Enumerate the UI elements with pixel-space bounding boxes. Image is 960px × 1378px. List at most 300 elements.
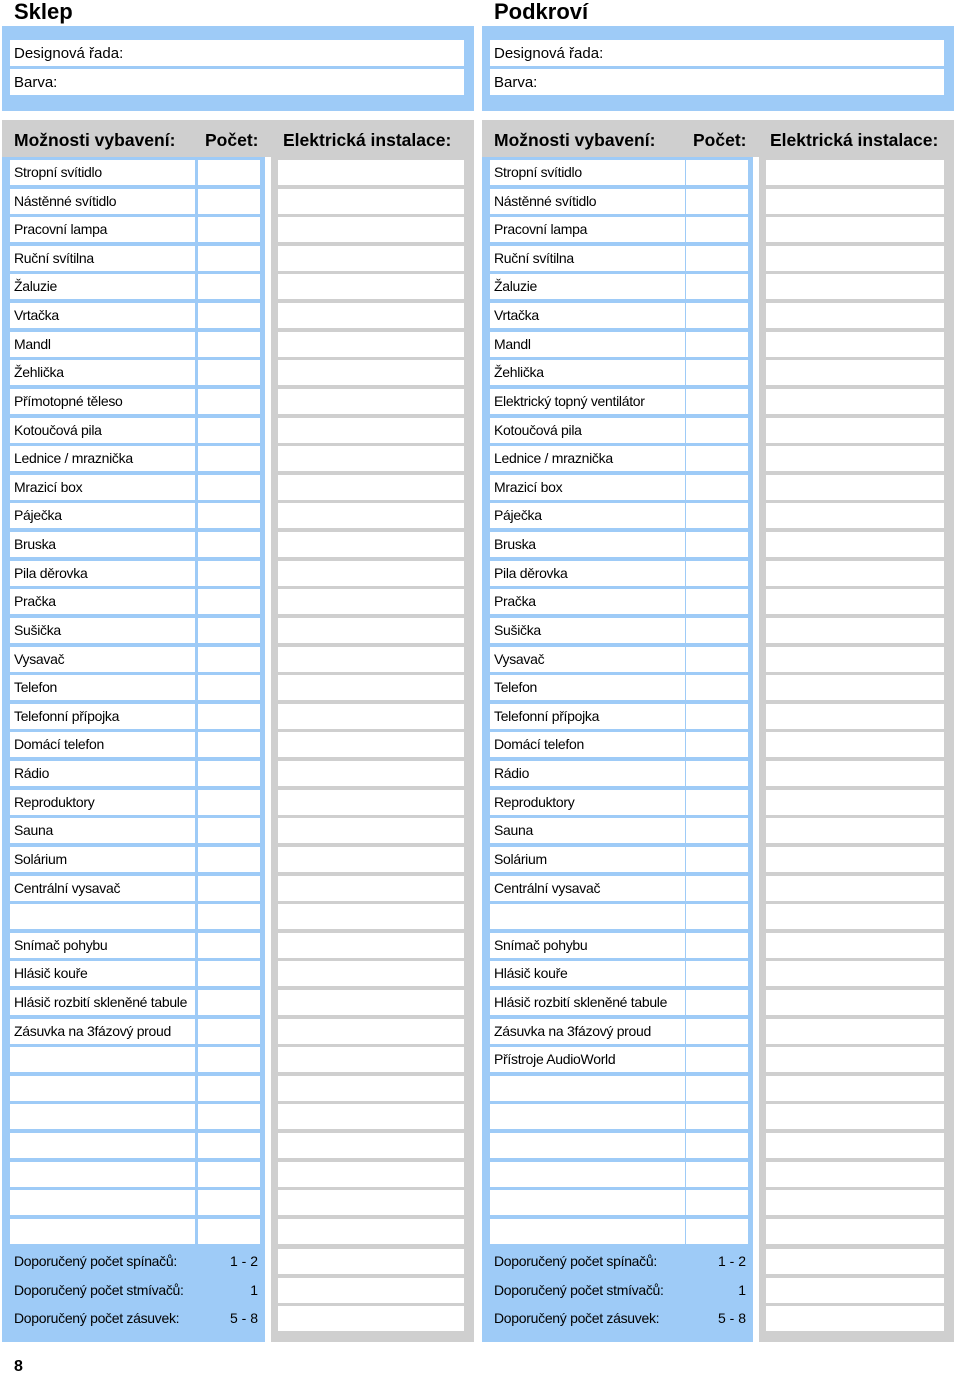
count-input[interactable] [198,990,260,1015]
recommendation-label: Doporučený počet stmívačů: [14,1282,184,1298]
equipment-item-label: Nástěnné svítidlo [494,193,597,209]
electrical-input[interactable] [278,1104,464,1129]
equipment-item-cell [490,360,685,385]
equipment-item-cell [490,389,685,414]
electrical-input[interactable] [278,1190,464,1215]
electrical-input[interactable] [278,704,464,729]
electrical-input[interactable] [766,503,944,528]
equipment-item-label: Lednice / mraznička [494,450,613,466]
recommendation-value: 1 [250,1282,258,1298]
electrical-input[interactable] [278,761,464,786]
equipment-item-cell [10,561,195,586]
electrical-input[interactable] [278,246,464,271]
equipment-item-label: Sauna [14,822,53,838]
equipment-item-label: Bruska [14,536,56,552]
equipment-item-cell [490,1219,685,1244]
equipment-item-cell [10,1019,195,1044]
electrical-input[interactable] [766,818,944,843]
equipment-item-label: Pracovní lampa [14,221,108,237]
electrical-input[interactable] [766,790,944,815]
electrical-input[interactable] [766,475,944,500]
panel-title: Podkroví [494,0,589,24]
count-input[interactable] [198,418,260,443]
count-input[interactable] [198,360,260,385]
equipment-item-cell [10,904,195,929]
electrical-input[interactable] [766,1133,944,1158]
page-number: 8 [14,1358,23,1375]
electrical-input[interactable] [766,704,944,729]
count-input[interactable] [198,561,260,586]
electrical-input[interactable] [278,904,464,929]
equipment-item-label: Bruska [494,536,536,552]
count-input[interactable] [198,246,260,271]
equipment-item-label: Pila děrovka [494,565,568,581]
count-input[interactable] [686,418,748,443]
count-input[interactable] [198,446,260,471]
electrical-input[interactable] [766,360,944,385]
electrical-input[interactable] [766,1047,944,1072]
electrical-input[interactable] [278,933,464,958]
equipment-item-cell [10,246,195,271]
count-input[interactable] [198,647,260,672]
count-input[interactable] [198,1133,260,1158]
equipment-item-label: Snímač pohybu [14,937,108,953]
recommendation-label: Doporučený počet zásuvek: [494,1310,660,1326]
count-input[interactable] [686,675,748,700]
count-input[interactable] [198,303,260,328]
electrical-input[interactable] [278,389,464,414]
electrical-input[interactable] [278,217,464,242]
count-input[interactable] [686,446,748,471]
equipment-item-cell [490,1190,685,1215]
count-input[interactable] [686,332,748,357]
equipment-item-cell [10,618,195,643]
count-input[interactable] [686,1076,748,1101]
electrical-input[interactable] [766,160,944,185]
count-input[interactable] [198,189,260,214]
electrical-input[interactable] [766,332,944,357]
count-input[interactable] [686,732,748,757]
count-input[interactable] [686,189,748,214]
count-input[interactable] [686,532,748,557]
equipment-item-cell [10,876,195,901]
count-input[interactable] [686,503,748,528]
electrical-input[interactable] [766,561,944,586]
equipment-item-cell [10,1104,195,1129]
equipment-item-label: Přímotopné těleso [14,393,123,409]
count-input[interactable] [686,647,748,672]
electrical-input[interactable] [278,418,464,443]
equipment-item-cell [10,360,195,385]
equipment-item-cell [10,589,195,614]
count-input[interactable] [198,933,260,958]
recommendation-label: Doporučený počet stmívačů: [494,1282,664,1298]
electrical-input[interactable] [766,732,944,757]
equipment-item-cell [490,847,685,872]
recommendation-row [490,1306,748,1331]
equipment-item-cell [10,503,195,528]
equipment-item-cell [10,647,195,672]
equipment-item-label: Mandl [494,336,531,352]
recommendation-value: 1 - 2 [229,1253,258,1269]
count-input[interactable] [198,876,260,901]
equipment-item-label: Žehlička [494,364,544,380]
equipment-item-cell [490,246,685,271]
electrical-input[interactable] [278,475,464,500]
electrical-input[interactable] [278,332,464,357]
equipment-item-label: Kotoučová pila [494,422,582,438]
electrical-input[interactable] [766,189,944,214]
color-field[interactable] [490,69,944,95]
count-input[interactable] [198,332,260,357]
equipment-item-cell [490,1133,685,1158]
count-input[interactable] [198,1019,260,1044]
equipment-item-label: Reproduktory [494,794,575,810]
equipment-item-label: Kotoučová pila [14,422,102,438]
electrical-input[interactable] [278,647,464,672]
equipment-item-cell [10,933,195,958]
equipment-item-label: Domácí telefon [14,736,104,752]
equipment-item-label: Žaluzie [14,278,58,294]
electrical-input[interactable] [766,532,944,557]
equipment-item-cell [490,446,685,471]
electrical-input[interactable] [766,418,944,443]
count-input[interactable] [686,790,748,815]
count-input[interactable] [198,217,260,242]
equipment-item-label: Hlásič rozbití skleněné tabule [14,994,188,1010]
equipment-item-label: Mandl [14,336,51,352]
equipment-item-cell [10,217,195,242]
equipment-item-cell [490,1162,685,1187]
count-input[interactable] [198,732,260,757]
equipment-item-cell [490,933,685,958]
count-input[interactable] [198,160,260,185]
count-input[interactable] [686,475,748,500]
count-input[interactable] [198,704,260,729]
count-input[interactable] [198,475,260,500]
count-input[interactable] [198,790,260,815]
electrical-input[interactable] [766,1190,944,1215]
count-input[interactable] [686,561,748,586]
equipment-item-label: Pračka [494,593,536,609]
count-input[interactable] [686,1190,748,1215]
electrical-input[interactable] [278,503,464,528]
count-input[interactable] [198,761,260,786]
equipment-item-label: Vrtačka [14,307,59,323]
header-electrical: Elektrická instalace: [770,130,939,150]
equipment-item-cell [490,274,685,299]
equipment-item-cell [490,1076,685,1101]
color-label: Barva: [14,74,58,91]
electrical-input[interactable] [766,647,944,672]
count-input[interactable] [198,1219,260,1244]
equipment-item-label: Vysavač [14,651,65,667]
equipment-item-cell [490,332,685,357]
design-series-field[interactable] [10,40,464,66]
electrical-input[interactable] [278,1133,464,1158]
count-input[interactable] [686,990,748,1015]
equipment-item-label: Sušička [494,622,541,638]
equipment-item-cell [490,732,685,757]
equipment-item-cell [490,675,685,700]
count-input[interactable] [686,360,748,385]
equipment-item-cell [10,332,195,357]
electrical-input[interactable] [766,303,944,328]
equipment-item-label: Stropní svítidlo [14,164,102,180]
electrical-input[interactable] [278,189,464,214]
count-input[interactable] [198,1076,260,1101]
count-input[interactable] [198,503,260,528]
count-input[interactable] [686,1019,748,1044]
count-input[interactable] [198,818,260,843]
electrical-input[interactable] [766,589,944,614]
equipment-item-cell [10,1133,195,1158]
equipment-item-label: Ruční svítilna [494,250,574,266]
electrical-input[interactable] [278,818,464,843]
recommendation-label: Doporučený počet spínačů: [494,1253,657,1269]
equipment-item-label: Rádio [494,765,530,781]
electrical-input[interactable] [766,217,944,242]
electrical-input[interactable] [278,1047,464,1072]
panel-title: Sklep [14,0,73,24]
count-input[interactable] [198,274,260,299]
recommendation-value: 1 [738,1282,746,1298]
equipment-item-label: Zásuvka na 3fázový proud [14,1023,172,1039]
count-input[interactable] [198,1047,260,1072]
equipment-item-cell [490,790,685,815]
electrical-input[interactable] [766,904,944,929]
equipment-item-label: Vrtačka [494,307,539,323]
equipment-item-label: Lednice / mraznička [14,450,133,466]
electrical-input[interactable] [278,675,464,700]
electrical-input[interactable] [278,532,464,557]
color-field[interactable] [10,69,464,95]
count-input[interactable] [686,217,748,242]
count-input[interactable] [198,389,260,414]
equipment-item-label: Mrazicí box [494,479,563,495]
electrical-input[interactable] [278,876,464,901]
equipment-item-cell [490,217,685,242]
count-input[interactable] [686,160,748,185]
electrical-input[interactable] [278,160,464,185]
electrical-input[interactable] [278,1019,464,1044]
equipment-item-label: Telefonní přípojka [494,708,600,724]
equipment-item-label: Přístroje AudioWorld [494,1051,616,1067]
electrical-input[interactable] [278,790,464,815]
count-input[interactable] [686,589,748,614]
count-input[interactable] [198,675,260,700]
electrical-input[interactable] [278,618,464,643]
electrical-input[interactable] [278,360,464,385]
count-input[interactable] [686,876,748,901]
electrical-input[interactable] [766,274,944,299]
equipment-item-cell [490,1019,685,1044]
equipment-item-cell [490,990,685,1015]
electrical-input[interactable] [278,561,464,586]
count-input[interactable] [686,618,748,643]
electrical-input[interactable] [766,1019,944,1044]
recommendation-label: Doporučený počet zásuvek: [14,1310,180,1326]
equipment-item-cell [10,990,195,1015]
count-input[interactable] [686,1047,748,1072]
equipment-item-label: Pila děrovka [14,565,88,581]
electrical-input[interactable] [766,1278,944,1303]
electrical-input[interactable] [766,1306,944,1331]
count-input[interactable] [686,704,748,729]
count-input[interactable] [686,1219,748,1244]
electrical-input[interactable] [278,1249,464,1274]
equipment-item-label: Mrazicí box [14,479,83,495]
count-input[interactable] [686,246,748,271]
equipment-item-cell [490,189,685,214]
count-input[interactable] [198,961,260,986]
equipment-item-label: Sušička [14,622,61,638]
header-electrical: Elektrická instalace: [283,130,452,150]
equipment-item-label: Páječka [494,507,542,523]
recommendation-row [10,1278,260,1303]
recommendation-row [10,1249,260,1274]
equipment-item-cell [10,418,195,443]
equipment-item-cell [490,961,685,986]
equipment-item-label: Žaluzie [494,278,538,294]
electrical-input[interactable] [766,1076,944,1101]
electrical-input[interactable] [766,1104,944,1129]
equipment-item-label: Nástěnné svítidlo [14,193,117,209]
equipment-item-label: Sauna [494,822,533,838]
electrical-input[interactable] [278,303,464,328]
equipment-item-label: Centrální vysavač [494,880,601,896]
equipment-item-cell [10,274,195,299]
header-count: Počet: [205,130,259,150]
electrical-input[interactable] [278,961,464,986]
equipment-item-cell [490,160,685,185]
equipment-item-label: Solárium [494,851,547,867]
equipment-item-cell [10,847,195,872]
electrical-input[interactable] [766,246,944,271]
equipment-item-cell [10,961,195,986]
equipment-item-cell [10,189,195,214]
electrical-input[interactable] [766,847,944,872]
electrical-input[interactable] [766,446,944,471]
equipment-item-label: Páječka [14,507,62,523]
equipment-item-cell [10,1076,195,1101]
electrical-input[interactable] [766,990,944,1015]
equipment-item-cell [10,446,195,471]
count-input[interactable] [686,1162,748,1187]
count-input[interactable] [686,847,748,872]
count-input[interactable] [198,618,260,643]
electrical-input[interactable] [278,1162,464,1187]
equipment-item-cell [10,1047,195,1072]
equipment-item-label: Elektrický topný ventilátor [494,393,645,409]
electrical-input[interactable] [278,1306,464,1331]
count-input[interactable] [686,274,748,299]
count-input[interactable] [198,1162,260,1187]
equipment-item-cell [10,818,195,843]
count-input[interactable] [686,818,748,843]
count-input[interactable] [686,303,748,328]
equipment-item-cell [490,418,685,443]
equipment-item-label: Reproduktory [14,794,95,810]
equipment-item-label: Centrální vysavač [14,880,121,896]
equipment-item-label: Vysavač [494,651,545,667]
count-input[interactable] [686,904,748,929]
equipment-item-cell [10,761,195,786]
equipment-item-label: Hlásič kouře [494,965,568,981]
header-options: Možnosti vybavení: [494,130,656,150]
recommendation-row [490,1249,748,1274]
electrical-input[interactable] [766,961,944,986]
header-count: Počet: [693,130,747,150]
equipment-item-cell [490,1047,685,1072]
equipment-item-label: Ruční svítilna [14,250,94,266]
electrical-input[interactable] [766,389,944,414]
header-options: Možnosti vybavení: [14,130,176,150]
design-series-field[interactable] [490,40,944,66]
column-header-bar [2,120,474,157]
count-input[interactable] [198,589,260,614]
electrical-input[interactable] [766,618,944,643]
electrical-input[interactable] [766,876,944,901]
electrical-input[interactable] [278,1076,464,1101]
equipment-item-cell [490,561,685,586]
equipment-item-cell [490,1104,685,1129]
electrical-input[interactable] [278,274,464,299]
equipment-item-cell [10,475,195,500]
count-input[interactable] [686,961,748,986]
electrical-input[interactable] [766,1249,944,1274]
count-input[interactable] [686,933,748,958]
electrical-input[interactable] [766,933,944,958]
equipment-item-label: Domácí telefon [494,736,584,752]
panel-podkrovi [482,0,954,1342]
count-input[interactable] [686,761,748,786]
equipment-item-cell [490,618,685,643]
electrical-input[interactable] [278,589,464,614]
recommendation-value: 5 - 8 [717,1310,746,1326]
count-input[interactable] [198,847,260,872]
electrical-input[interactable] [278,1219,464,1244]
equipment-item-cell [10,303,195,328]
electrical-input[interactable] [278,1278,464,1303]
electrical-input[interactable] [278,847,464,872]
equipment-item-cell [10,704,195,729]
count-input[interactable] [686,1104,748,1129]
electrical-input[interactable] [766,675,944,700]
count-input[interactable] [198,532,260,557]
count-input[interactable] [686,1133,748,1158]
electrical-input[interactable] [766,1219,944,1244]
electrical-input[interactable] [766,761,944,786]
count-input[interactable] [198,1104,260,1129]
equipment-item-label: Pračka [14,593,56,609]
count-input[interactable] [686,389,748,414]
equipment-item-label: Rádio [14,765,50,781]
equipment-item-cell [490,647,685,672]
electrical-input[interactable] [278,446,464,471]
equipment-item-cell [490,532,685,557]
count-input[interactable] [198,1190,260,1215]
electrical-input[interactable] [278,732,464,757]
electrical-input[interactable] [766,1162,944,1187]
electrical-input[interactable] [278,990,464,1015]
equipment-item-label: Hlásič kouře [14,965,88,981]
design-series-label: Designová řada: [14,45,124,62]
column-header-bar [482,120,954,157]
equipment-item-cell [10,790,195,815]
count-input[interactable] [198,904,260,929]
color-label: Barva: [494,74,538,91]
